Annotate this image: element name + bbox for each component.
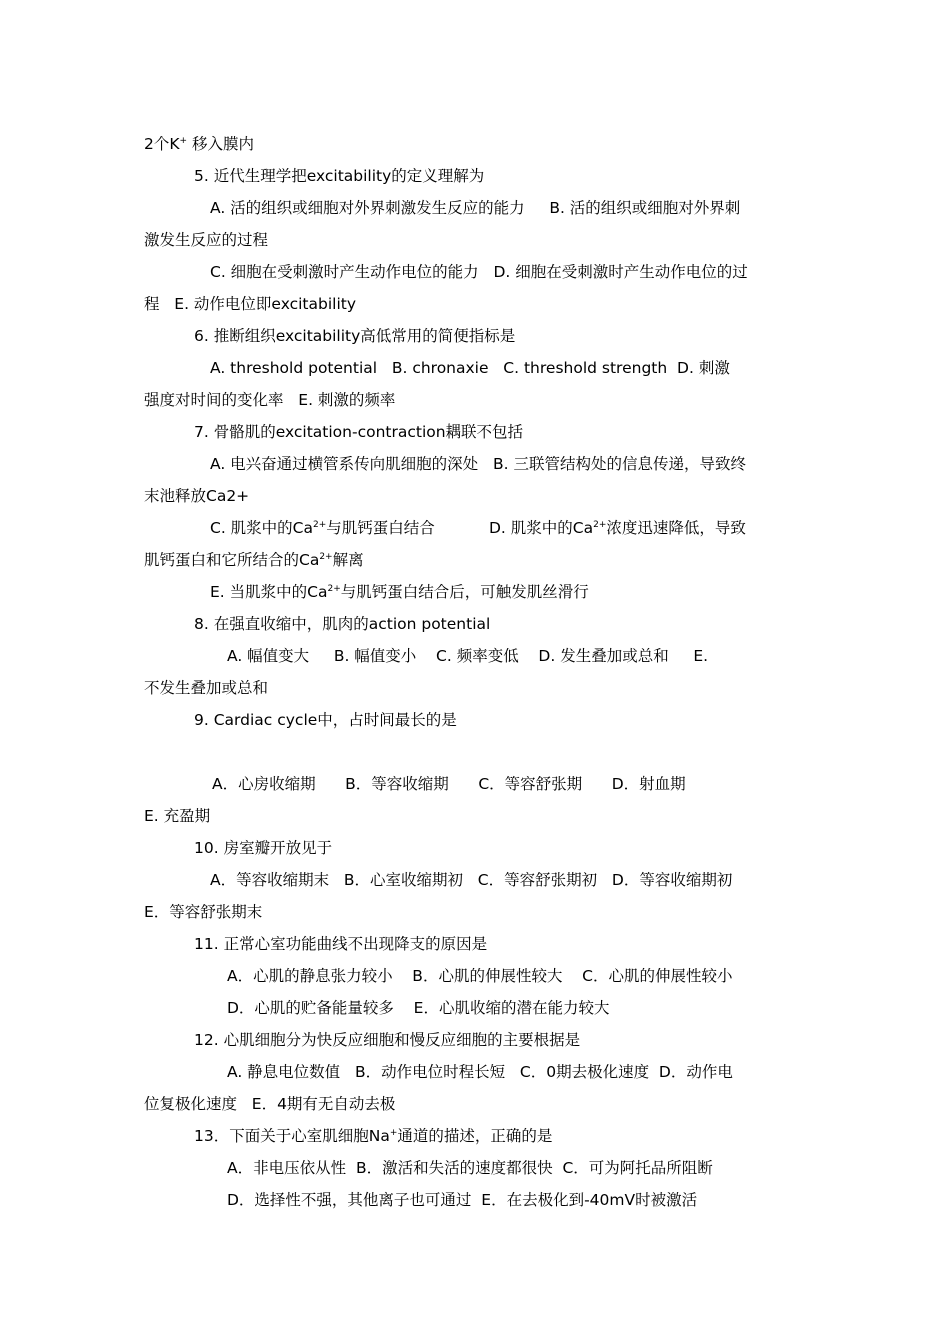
question-10-options: A．等容收缩期末 B．心室收缩期初 C．等容舒张期初 D．等容收缩期初 (210, 871, 733, 889)
question-5-options-cont: 激发生反应的过程 (144, 231, 269, 249)
question-8-options: A. 幅值变大 B. 幅值变小 C. 频率变低 D. 发生叠加或总和 E. (227, 647, 709, 665)
question-11-stem: 11. 正常心室功能曲线不出现降支的原因是 (194, 935, 488, 953)
question-7-options-cont: 肌钙蛋白和它所结合的$Ca^{2+}$解离 (144, 551, 364, 569)
question-8-stem: 8. 在强直收缩中，肌肉的action potential (194, 615, 491, 633)
question-10-stem: 10. 房室瓣开放见于 (194, 839, 333, 857)
question-11-options: D．心肌的贮备能量较多 E．心肌收缩的潜在能力较大 (227, 999, 610, 1017)
question-5-stem: 5. 近代生理学把excitability的定义理解为 (194, 167, 485, 185)
question-5-options: C. 细胞在受刺激时产生动作电位的能力 D. 细胞在受刺激时产生动作电位的过 (210, 263, 748, 281)
question-6-options-cont: 强度对时间的变化率 E. 刺激的频率 (144, 391, 396, 409)
question-5-options: A. 活的组织或细胞对外界刺激发生反应的能力 B. 活的组织或细胞对外界刺 (210, 199, 741, 217)
question-13-options: A．非电压依从性 B．激活和失活的速度都很快 C．可为阿托品所阻断 (227, 1159, 713, 1177)
question-10-options-cont: E．等容舒张期末 (144, 903, 263, 921)
question-8-options-cont: 不发生叠加或总和 (144, 679, 269, 697)
question-9-options-cont: E. 充盈期 (144, 807, 211, 825)
question-9-options: A．心房收缩期 B．等容收缩期 C．等容舒张期 D．射血期 (212, 775, 686, 793)
question-7-options: A. 电兴奋通过横管系传向肌细胞的深处 B. 三联管结构处的信息传递，导致终 (210, 455, 746, 473)
question-6-stem: 6. 推断组织excitability高低常用的简便指标是 (194, 327, 516, 345)
question-7-stem: 7. 骨骼肌的excitation-contraction耦联不包括 (194, 423, 524, 441)
question-5-options-cont: 程 E. 动作电位即excitability (144, 295, 357, 313)
question-12-options: A. 静息电位数值 B．动作电位时程长短 C．0期去极化速度 D．动作电 (227, 1063, 733, 1081)
text-line: 2个K+ 移入膜内 (144, 135, 255, 153)
question-7-options-cont: 末池释放Ca2+ (144, 487, 250, 505)
question-7-options: C. 肌浆中的$Ca^{2+}$与肌钙蛋白结合 D. 肌浆中的$Ca^{2+}$浓度迅速降低，导致 (210, 519, 746, 537)
question-6-options: A. threshold potential B. chronaxie C. threshold strength D. 刺激 (210, 359, 730, 377)
question-13-stem: 13．下面关于心室肌细胞Na+通道的描述，正确的是 (194, 1127, 553, 1145)
question-13-options: D．选择性不强，其他离子也可通过 E．在去极化到-40mV时被激活 (227, 1191, 698, 1209)
question-7-options: E. 当肌浆中的$Ca^{2+}$与肌钙蛋白结合后，可触发肌丝滑行 (210, 583, 589, 601)
question-12-stem: 12. 心肌细胞分为快反应细胞和慢反应细胞的主要根据是 (194, 1031, 581, 1049)
question-11-options: A．心肌的静息张力较小 B．心肌的伸展性较大 C．心肌的伸展性较小 (227, 967, 733, 985)
question-12-options-cont: 位复极化速度 E．4期有无自动去极 (144, 1095, 396, 1113)
question-9-stem: 9. Cardiac cycle中，占时间最长的是 (194, 711, 457, 729)
